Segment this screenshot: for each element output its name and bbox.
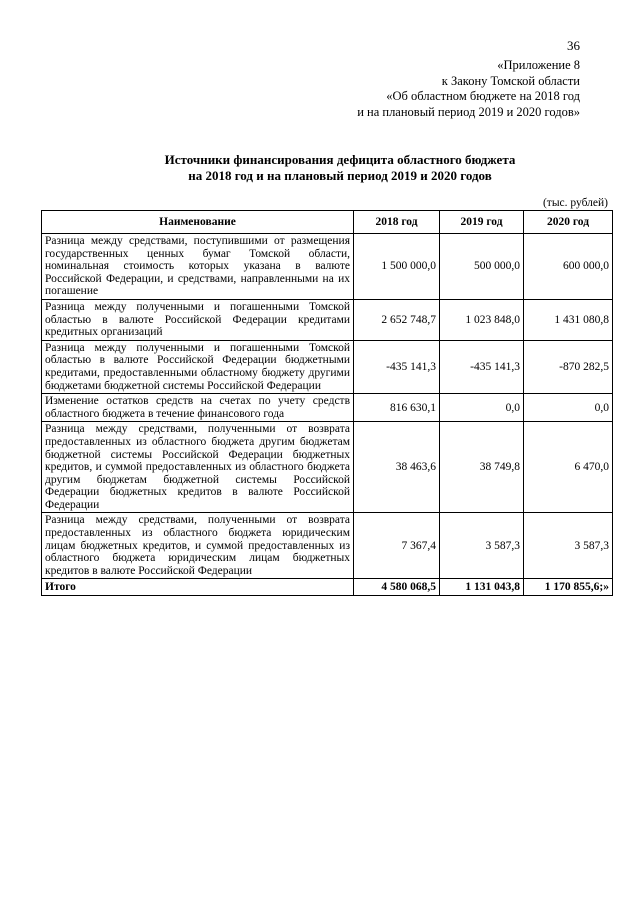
row-2019: -435 141,3 [440,340,524,393]
row-2018: 816 630,1 [354,394,440,422]
total-2018: 4 580 068,5 [354,579,440,596]
table-row [42,513,613,579]
table-row [42,340,613,393]
title-line: на 2018 год и на плановый период 2019 и 2020 годов [188,168,492,183]
row-2019: 0,0 [440,394,524,422]
appendix-line: к Закону Томской области [441,73,580,88]
row-2018: 2 652 748,7 [354,299,440,340]
header-name: Наименование [42,211,354,234]
header-2018: 2018 год [354,211,440,234]
table-row [42,299,613,340]
row-2019: 3 587,3 [440,513,524,579]
row-2020: 6 470,0 [524,422,613,513]
appendix-line: и на плановый период 2019 и 2020 годов» [357,104,580,119]
row-2020: 3 587,3 [524,513,613,579]
header-2020: 2020 год [524,211,613,234]
row-2019: 1 023 848,0 [440,299,524,340]
total-2019: 1 131 043,8 [440,579,524,596]
units-label: (тыс. рублей) [542,197,608,209]
row-name: Разница между средствами, полученными от возврата предоставленных из областного бюджета юридическим лицам бюджетных кредитов, и суммой предоставленных из областного бюджета юридическим лицам бюджетных кредитов в валюте Российской Федерации [42,513,354,579]
row-name: Разница между средствами, полученными от возврата предоставленных из областного бюджета другим бюджетам бюджетной системы Российской Федерации бюджетных кредитов, и суммой предоставленных из областного бюджета другим бюджетам бюджетной системы Российской Федерации бюджетных кредитов в валюте Российской Федерации [42,422,354,513]
row-2020: -870 282,5 [524,340,613,393]
row-2020: 600 000,0 [524,234,613,300]
appendix-note [300,58,580,120]
row-2020: 1 431 080,8 [524,299,613,340]
row-2019: 38 749,8 [440,422,524,513]
row-name: Разница между средствами, поступившими от размещения государственных ценных бумаг Томской области, номинальная стоимость которых указана в валюте Российской Федерации, и средствами, направленными на их погашение [42,234,354,300]
total-row [42,579,613,596]
total-label: Итого [42,579,354,596]
row-name: Разница между полученными и погашенными Томской областью в валюте Российской Федерации кредитами кредитных организаций [42,299,354,340]
table-header-row [42,211,613,234]
table-row [42,422,613,513]
table-row [42,394,613,422]
appendix-line: «Приложение 8 [497,58,580,72]
row-2018: 1 500 000,0 [354,234,440,300]
row-2020: 0,0 [524,394,613,422]
total-2020: 1 170 855,6;» [524,579,613,596]
row-name: Разница между полученными и погашенными Томской областью в валюте Российской Федерации бюджетными кредитами, предоставленными областному бюджету другими бюджетами бюджетной системы Российской Федерации [42,340,354,393]
row-2018: 38 463,6 [354,422,440,513]
row-2018: 7 367,4 [354,513,440,579]
row-name: Изменение остатков средств на счетах по учету средств областного бюджета в течение финансового года [42,394,354,422]
appendix-line: «Об областном бюджете на 2018 год [386,89,580,103]
row-2019: 500 000,0 [440,234,524,300]
header-2019: 2019 год [440,211,524,234]
title-line: Источники финансирования дефицита областного бюджета [164,152,516,167]
document-title [40,152,640,184]
row-2018: -435 141,3 [354,340,440,393]
page-number: 36 [567,38,580,53]
table-row [42,234,613,300]
financing-sources-table [41,210,613,596]
